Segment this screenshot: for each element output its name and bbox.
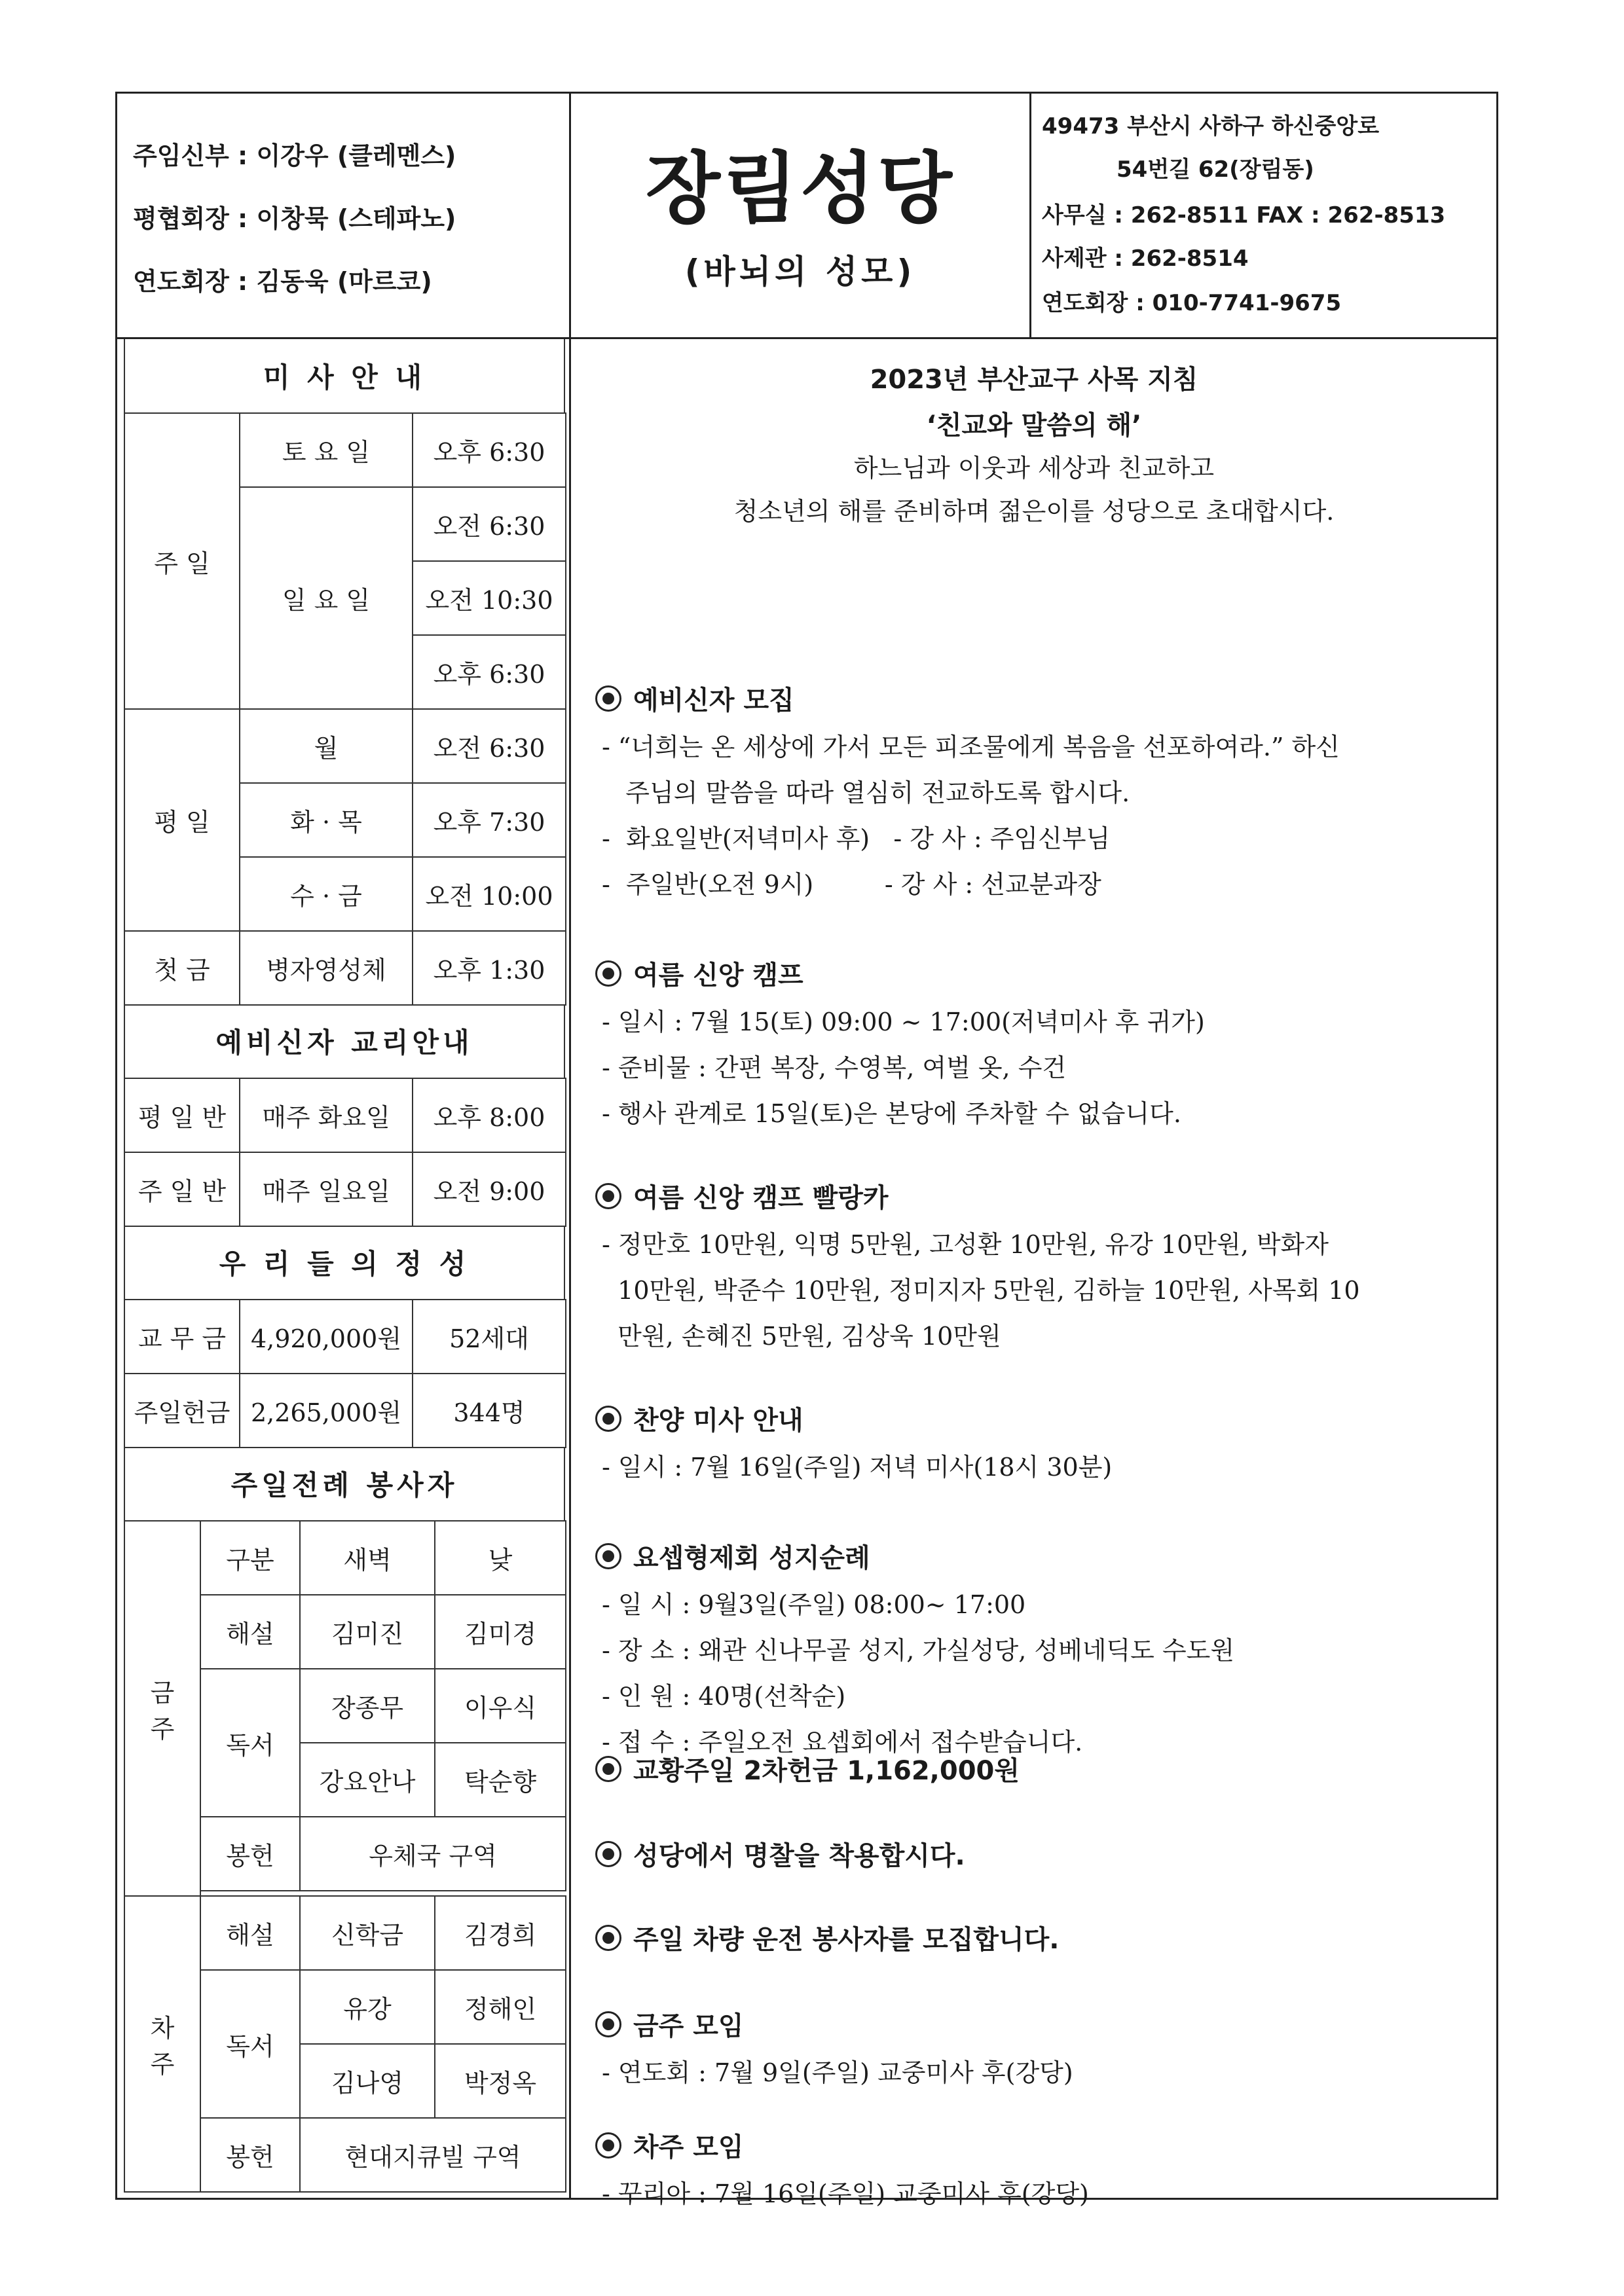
reading-label: 독서 xyxy=(200,1669,300,1817)
notice-title-text: 찬양 미사 안내 xyxy=(633,1406,803,1436)
bullet-icon xyxy=(595,1183,621,1209)
church-name: 장림성당 xyxy=(646,143,955,234)
offertory-group: 현대지큐빌 구역 xyxy=(300,2118,566,2192)
pastoral-title: 2023년 부산교구 사목 지침 xyxy=(870,365,1198,395)
church-title-block xyxy=(571,94,1031,337)
bullet-icon xyxy=(595,1406,621,1432)
bulletin-page xyxy=(115,92,1498,2208)
server-name: 장종무 xyxy=(300,1669,435,1743)
weekday-day: 화 · 목 xyxy=(240,783,413,857)
notice-line: - 주일반(오전 9시) - 강 사 : 선교분과장 xyxy=(602,870,1101,899)
servers-head-dawn: 새벽 xyxy=(300,1521,435,1595)
mass-schedule-table xyxy=(124,412,566,1006)
table-row xyxy=(124,931,566,1005)
notice-line: - 준비물 : 간편 복장, 수영복, 여벌 옷, 수건 xyxy=(602,1053,1067,1082)
servers-table xyxy=(124,1520,566,2193)
notice-line: - 행사 관계로 15일(토)은 본당에 주차할 수 없습니다. xyxy=(602,1099,1181,1128)
notice-line: - 일 시 : 9월3일(주일) 08:00~ 17:00 xyxy=(602,1590,1026,1619)
catechumen-time: 오전 9:00 xyxy=(413,1152,566,1226)
rectory-phone: 사제관 : 262-8514 xyxy=(1042,246,1249,272)
reading-label: 독서 xyxy=(200,1970,300,2118)
first-friday-day: 병자영성체 xyxy=(240,931,413,1005)
bullet-icon xyxy=(595,1925,621,1951)
pastoral-line: 청소년의 해를 준비하며 젊은이를 성당으로 초대합시다. xyxy=(733,497,1335,526)
weekday-time: 오전 10:00 xyxy=(413,857,566,931)
notice-line: - 접 수 : 주일오전 요셉회에서 접수받습니다. xyxy=(602,1728,1083,1757)
office-phone: 사무실 : 262-8511 FAX : 262-8513 xyxy=(1042,202,1446,228)
notice-title xyxy=(595,1750,1020,1787)
bullet-icon xyxy=(595,1841,621,1867)
bullet-icon xyxy=(595,685,621,712)
weekday-time: 오전 6:30 xyxy=(413,709,566,783)
address-line-1: 49473 부산시 사하구 하신중앙로 xyxy=(1042,113,1380,139)
catechumen-day: 매주 화요일 xyxy=(240,1078,413,1152)
address-line-2: 54번길 62(장림동) xyxy=(1116,156,1314,183)
next-week-label: 차 주 xyxy=(124,1896,200,2192)
server-name: 정해인 xyxy=(435,1970,566,2044)
notice-title xyxy=(595,680,794,717)
notice-title-text: 예비신자 모집 xyxy=(633,685,794,716)
notice-title xyxy=(595,2005,744,2043)
server-name: 신학금 xyxy=(300,1896,435,1970)
table-row xyxy=(124,1374,566,1448)
contact-info xyxy=(1031,94,1496,337)
offering-label: 주일헌금 xyxy=(124,1374,240,1448)
notice-title-text: 여름 신앙 캠프 xyxy=(633,960,803,991)
server-name: 이우식 xyxy=(435,1669,566,1743)
weekday-day: 수 · 금 xyxy=(240,857,413,931)
catechumen-table xyxy=(124,1078,566,1227)
funeral-president-line: 연도회장 : 김동욱 (마르코) xyxy=(133,267,432,296)
sunday-time: 오후 6:30 xyxy=(413,635,566,709)
commentary-label: 해설 xyxy=(200,1896,300,1970)
council-president-line: 평협회장 : 이창묵 (스테파노) xyxy=(133,204,456,233)
saturday-label: 토 요 일 xyxy=(240,413,413,487)
catechumen-time: 오후 8:00 xyxy=(413,1078,566,1152)
mass-title: 미 사 안 내 xyxy=(124,339,565,412)
table-row xyxy=(124,709,566,783)
weekday-label: 평 일 xyxy=(124,709,240,931)
server-name: 김미경 xyxy=(435,1595,566,1669)
table-row xyxy=(124,1521,566,1595)
server-name: 박정옥 xyxy=(435,2044,566,2118)
notice-title-text: 금주 모임 xyxy=(633,2011,744,2041)
bullet-icon xyxy=(595,960,621,987)
notice-title xyxy=(595,1835,965,1872)
servers-title: 주일전례 봉사자 xyxy=(124,1447,565,1520)
offering-count: 52세대 xyxy=(413,1300,566,1374)
sunday-time: 오전 6:30 xyxy=(413,487,566,561)
notice-title-text: 차주 모임 xyxy=(633,2132,744,2162)
table-row xyxy=(124,413,566,487)
table-row xyxy=(124,1896,566,1970)
server-name: 김나영 xyxy=(300,2044,435,2118)
notice-line: - 장 소 : 왜관 신나무골 성지, 가실성당, 성베네딕도 수도원 xyxy=(602,1636,1235,1665)
offering-label: 교 무 금 xyxy=(124,1300,240,1374)
bullet-icon xyxy=(595,1756,621,1782)
notice-line: - 화요일반(저녁미사 후) - 강 사 : 주임신부님 xyxy=(602,824,1111,853)
notice-line: 주님의 말씀을 따라 열심히 전교하도록 합시다. xyxy=(602,778,1130,807)
clergy-info xyxy=(117,94,571,337)
this-week-label: 금 주 xyxy=(124,1521,200,1896)
table-row xyxy=(124,1152,566,1226)
server-name: 강요안나 xyxy=(300,1743,435,1817)
notice-line: 만원, 손혜진 5만원, 김상욱 10만원 xyxy=(602,1322,1001,1351)
funeral-phone: 연도회장 : 010-7741-9675 xyxy=(1042,290,1342,316)
offering-count: 344명 xyxy=(413,1374,566,1448)
server-name: 김경희 xyxy=(435,1896,566,1970)
header xyxy=(117,94,1496,339)
server-name: 김미진 xyxy=(300,1595,435,1669)
offering-title: 우 리 들 의 정 성 xyxy=(124,1226,565,1299)
table-row xyxy=(124,1078,566,1152)
notice-title xyxy=(595,1537,870,1575)
first-friday-label: 첫 금 xyxy=(124,931,240,1005)
church-subtitle: (바뇌의 성모) xyxy=(684,253,916,291)
offertory-label: 봉헌 xyxy=(200,2118,300,2192)
server-name: 탁순향 xyxy=(435,1743,566,1817)
sunday-time: 오전 10:30 xyxy=(413,561,566,635)
pastor-line: 주임신부 : 이강우 (클레멘스) xyxy=(133,141,456,170)
sunday-day-label: 일 요 일 xyxy=(240,487,413,709)
bullet-icon xyxy=(595,2132,621,2159)
servers-head-day: 낮 xyxy=(435,1521,566,1595)
saturday-time: 오후 6:30 xyxy=(413,413,566,487)
commentary-label: 해설 xyxy=(200,1595,300,1669)
notice-line: - 일시 : 7월 15(토) 09:00 ~ 17:00(저녁미사 후 귀가) xyxy=(602,1008,1205,1036)
offering-amount: 2,265,000원 xyxy=(240,1374,413,1448)
left-column xyxy=(117,339,571,2198)
offering-table xyxy=(124,1299,566,1448)
notice-title xyxy=(595,1400,803,1437)
table-row xyxy=(124,1300,566,1374)
notice-line: - 꾸리아 : 7월 16일(주일) 교중미사 후(강당) xyxy=(602,2179,1089,2208)
notice-line: 10만원, 박준수 10만원, 정미지자 5만원, 김하늘 10만원, 사목회 10 xyxy=(602,1276,1360,1305)
bullet-icon xyxy=(595,2011,621,2037)
notice-title xyxy=(595,1177,889,1214)
notice-title-text: 요셉형제회 성지순례 xyxy=(633,1543,870,1573)
catechumen-day: 매주 일요일 xyxy=(240,1152,413,1226)
bullet-icon xyxy=(595,1543,621,1569)
weekday-day: 월 xyxy=(240,709,413,783)
notice-title-text: 주일 차량 운전 봉사자를 모집합니다. xyxy=(633,1925,1060,1955)
notice-title-text: 여름 신앙 캠프 빨랑카 xyxy=(633,1183,889,1213)
notice-line: - “너희는 온 세상에 가서 모든 피조물에게 복음을 선포하여라.” 하신 xyxy=(602,733,1340,761)
notice-title xyxy=(595,955,803,992)
notice-line: - 인 원 : 40명(선착순) xyxy=(602,1682,846,1711)
notice-title-text: 성당에서 명찰을 착용합시다. xyxy=(633,1841,965,1871)
notice-line: - 연도회 : 7월 9일(주일) 교중미사 후(강당) xyxy=(602,2058,1073,2087)
pastoral-theme: ‘친교와 말씀의 해’ xyxy=(926,410,1142,441)
catechumen-title: 예비신자 교리안내 xyxy=(124,1004,565,1078)
offertory-group: 우체국 구역 xyxy=(300,1817,566,1891)
notice-line: - 일시 : 7월 16일(주일) 저녁 미사(18시 30분) xyxy=(602,1453,1113,1482)
catechumen-label: 평 일 반 xyxy=(124,1078,240,1152)
sunday-label: 주 일 xyxy=(124,413,240,709)
notice-title xyxy=(595,2126,744,2164)
offering-amount: 4,920,000원 xyxy=(240,1300,413,1374)
weekday-time: 오후 7:30 xyxy=(413,783,566,857)
pastoral-line: 하느님과 이웃과 세상과 친교하고 xyxy=(853,454,1215,483)
offertory-label: 봉헌 xyxy=(200,1817,300,1891)
right-column xyxy=(576,339,1492,2208)
server-name: 유강 xyxy=(300,1970,435,2044)
catechumen-label: 주 일 반 xyxy=(124,1152,240,1226)
servers-head-type: 구분 xyxy=(200,1521,300,1595)
notice-title xyxy=(595,1919,1060,1956)
first-friday-time: 오후 1:30 xyxy=(413,931,566,1005)
notice-title-text: 교황주일 2차헌금 1,162,000원 xyxy=(633,1756,1020,1786)
notice-line: - 정만호 10만원, 익명 5만원, 고성환 10만원, 유강 10만원, 박화자 xyxy=(602,1230,1329,1259)
